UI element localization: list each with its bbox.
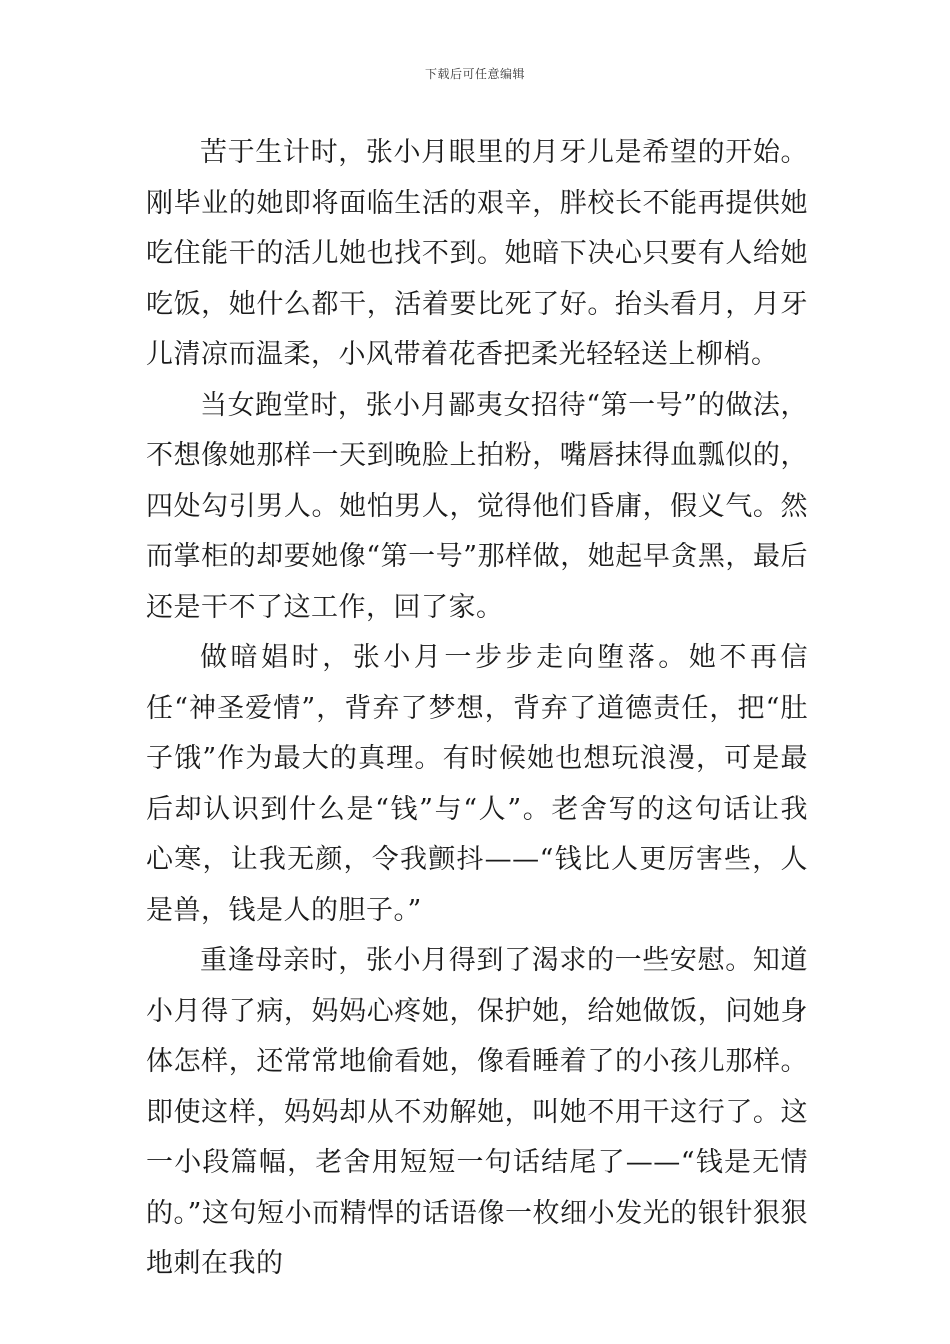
page-header: 下载后可任意编辑 [424, 67, 525, 81]
paragraph-1: 苦于生计时，张小月眼里的月牙儿是希望的开始。刚毕业的她即将面临生活的艰辛，胖校长不能再提供她吃住能干的活儿她也找不到。她暗下决心只要有人给她吃饭，她什么都干，活着要比死了好。抬头看月，月牙儿清凉而温柔，小风带着花香把柔光轻轻送上柳梢。 [146, 137, 808, 370]
paragraph-3: 做暗娼时，张小月一步步走向堕落。她不再信任“神圣爱情”，背弃了梦想，背弃了道德责任，把“肚子饿”作为最大的真理。有时候她也想玩浪漫，可是最后却认识到什么是“钱”与“人”。老舍写的这句话让我心寒，让我无颜，令我颤抖——“钱比人更厉害些，人是兽，钱是人的胆子。” [146, 642, 808, 926]
paragraph-2: 当女跑堂时，张小月鄙夷女招待“第一号”的做法，不想像她那样一天到晚脸上拍粉，嘴唇抹得血瓢似的，四处勾引男人。她怕男人，觉得他们昏庸，假义气。然而掌柜的却要她像“第一号”那样做，她起早贪黑，最后还是干不了这工作，回了家。 [146, 389, 808, 623]
paragraph-4: 重逢母亲时，张小月得到了渴求的一些安慰。知道小月得了病，妈妈心疼她，保护她，给她做饭，问她身体怎样，还常常地偷看她，像看睡着了的小孩儿那样。即使这样，妈妈却从不劝解她，叫她不用干这行了。这一小段篇幅，老舍用短短一句话结尾了——“钱是无情的。”这句短小而精悍的话语像一枚细小发光的银针狠狠地刺在我的 [146, 945, 808, 1279]
document-body [146, 128, 808, 1290]
